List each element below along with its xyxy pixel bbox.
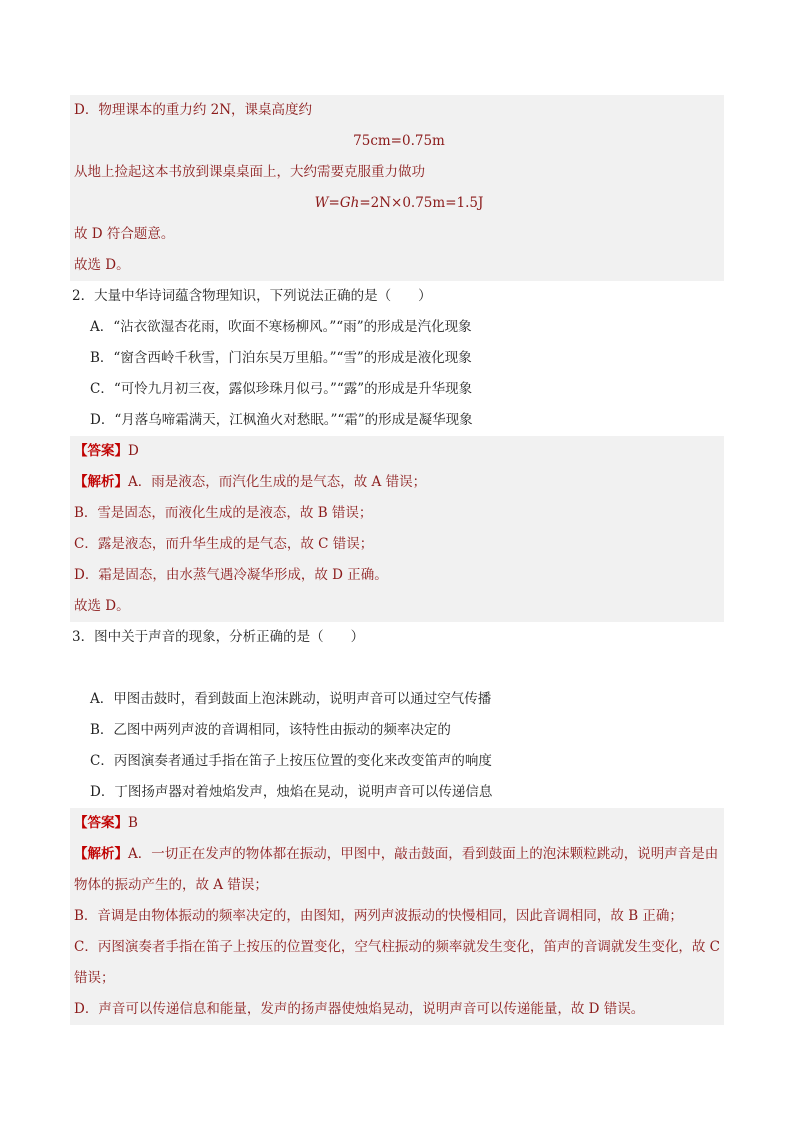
analysis-line: C．露是液态，而升华生成的是气态，故 C 错误； [70, 529, 724, 560]
analysis-line [70, 467, 724, 498]
analysis-line: B．音调是由物体振动的频率决定的，由图知，两列声波振动的快慢相同，因此音调相同，故 B 正确； [70, 901, 724, 932]
analysis-text: A．一切正在发声的物体都在振动，甲图中，敲击鼓面，看到鼓面上的泡沫颗粒跳动，说明声音是由物体的振动产生的，故 A 错误； [74, 846, 719, 893]
option-c: C．丙图演奏者通过手指在笛子上按压位置的变化来改变笛声的响度 [90, 753, 492, 769]
option-a: A．甲图击鼓时，看到鼓面上泡沫跳动，说明声音可以通过空气传播 [90, 691, 492, 707]
analysis-tag: 【解析】 [74, 846, 128, 862]
option-b: B．乙图中两列声波的音调相同，该特性由振动的频率决定的 [90, 722, 451, 738]
analysis-line: 故选 D。 [70, 591, 724, 622]
answer-value: B [128, 815, 138, 831]
option-d: D．“月落乌啼霜满天，江枫渔火对愁眠。”“霜”的形成是凝华现象 [90, 412, 473, 428]
option-d: D．丁图扬声器对着烛焰发声，烛焰在晃动，说明声音可以传递信息 [90, 784, 493, 800]
formula-line [70, 188, 724, 219]
question-stem: 3．图中关于声音的现象，分析正确的是（ ） [72, 629, 365, 645]
analysis-line: 故选 D。 [70, 250, 724, 281]
analysis-line: 故 D 符合题意。 [70, 219, 724, 250]
document-page [70, 95, 724, 1025]
option-a: A．“沾衣欲湿杏花雨，吹面不寒杨柳风。”“雨”的形成是汽化现象 [90, 319, 472, 335]
analysis-line: D．声音可以传递信息和能量，发声的扬声器使烛焰晃动，说明声音可以传递能量，故 D 错误。 [70, 994, 724, 1025]
figure-placeholder [70, 653, 724, 684]
analysis-text: A．雨是液态，而汽化生成的是气态，故 A 错误； [128, 474, 427, 490]
formula-symbol-g: G [339, 195, 351, 211]
analysis-line [70, 839, 724, 901]
answer-tag: 【答案】 [74, 815, 128, 831]
analysis-line: 从地上捡起这本书放到课桌桌面上，大约需要克服重力做功 [70, 157, 724, 188]
answer-line [70, 436, 724, 467]
analysis-line: B．雪是固态，而液化生成的是液态，故 B 错误； [70, 498, 724, 529]
formula-symbol-w: W [314, 195, 329, 211]
analysis-line: D．物理课本的重力约 2N，课桌高度约 [70, 95, 724, 126]
answer-line [70, 808, 724, 839]
answer-value: D [128, 443, 139, 459]
formula-equals: = [328, 195, 340, 211]
formula-line: 75cm=0.75m [70, 126, 724, 157]
question-stem: 2．大量中华诗词蕴含物理知识，下列说法正确的是（ ） [72, 288, 432, 304]
analysis-tag: 【解析】 [74, 474, 128, 490]
analysis-line: D．霜是固态，由水蒸气遇冷凝华形成，故 D 正确。 [70, 560, 724, 591]
formula-symbol-h: h [350, 195, 360, 211]
option-c: C．“可怜九月初三夜，露似珍珠月似弓。”“露”的形成是升华现象 [90, 381, 473, 397]
option-b: B．“窗含西岭千秋雪，门泊东吴万里船。”“雪”的形成是液化现象 [90, 350, 472, 366]
analysis-line: C．丙图演奏者手指在笛子上按压的位置变化，空气柱振动的频率就发生变化，笛声的音调就发生变化，故 C 错误； [70, 932, 724, 994]
answer-tag: 【答案】 [74, 443, 128, 459]
formula-result: =2N×0.75m=1.5J [359, 195, 484, 211]
